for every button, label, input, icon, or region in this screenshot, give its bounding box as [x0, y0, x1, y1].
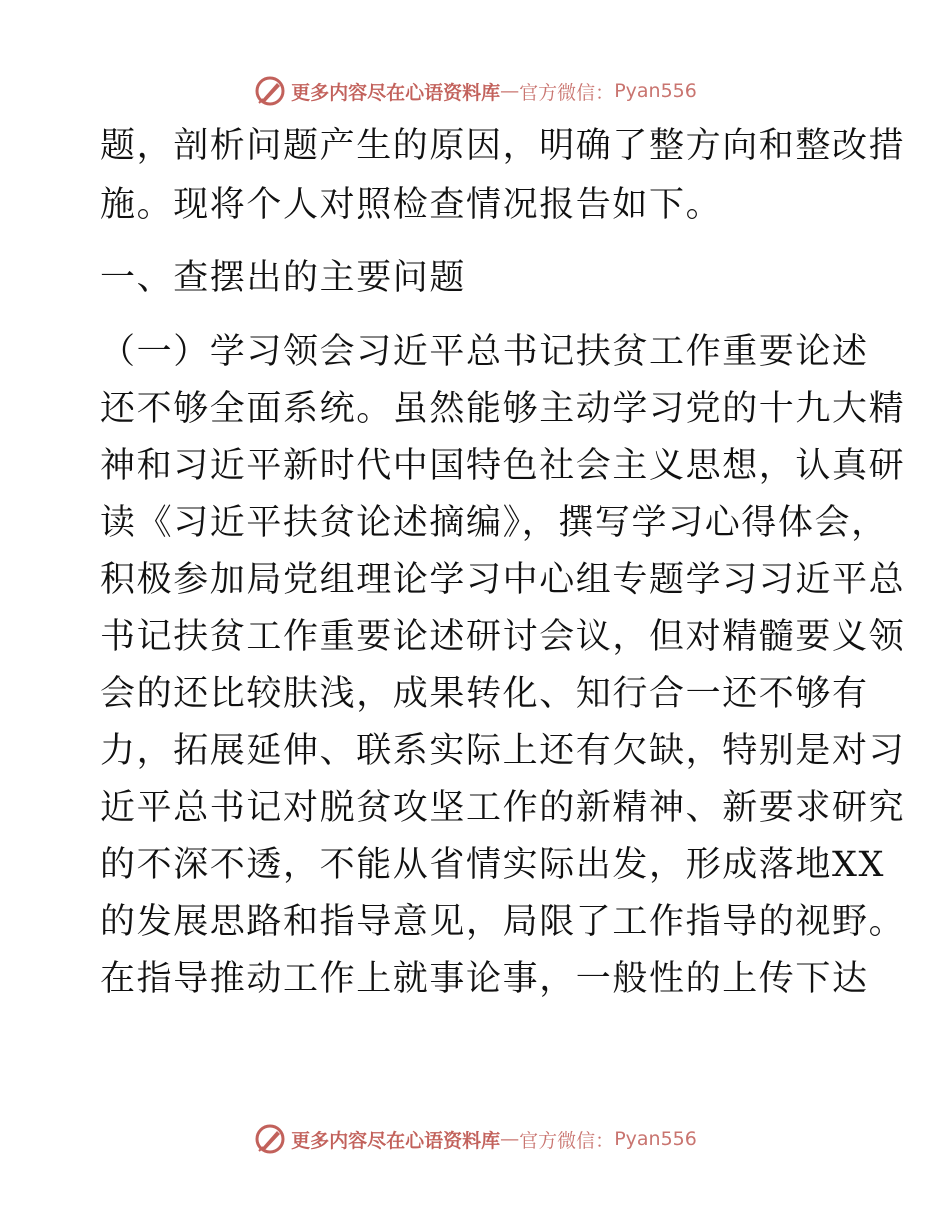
quill-pen-logo-icon — [253, 1122, 287, 1156]
body-line: 题，剖析问题产生的原因，明确了整方向和整改措 — [100, 126, 906, 166]
watermark-id: Pyan556 — [614, 1128, 697, 1150]
watermark-label: 官方微信： — [519, 1129, 615, 1152]
footer-watermark — [0, 1119, 950, 1159]
body-line: 近平总书记对脱贫攻坚工作的新精神、新要求研究 — [100, 788, 906, 828]
quill-pen-logo-icon — [253, 74, 287, 108]
body-line: 的发展思路和指导意见，局限了工作指导的视野。 — [100, 902, 906, 942]
body-line: 的不深不透，不能从省情实际出发，形成落地XX — [100, 845, 886, 885]
body-line: 积极参加局党组理论学习中心组专题学习习近平总 — [100, 560, 906, 600]
body-line: 施。现将个人对照检查情况报告如下。 — [100, 185, 723, 225]
body-line: 在指导推动工作上就事论事，一般性的上传下达 — [100, 959, 869, 999]
body-line: 读《习近平扶贫论述摘编》，撰写学习心得体会， — [100, 503, 888, 543]
watermark-main-text: 更多内容尽在心语资料库 — [291, 81, 501, 104]
watermark-main-text: 更多内容尽在心语资料库 — [291, 1129, 501, 1152]
watermark-id: Pyan556 — [614, 80, 697, 102]
watermark-label: 官方微信： — [519, 81, 615, 104]
body-line: 书记扶贫工作重要论述研讨会议，但对精髓要义领 — [100, 617, 906, 657]
watermark-separator: — — [500, 1128, 520, 1150]
body-line: 神和习近平新时代中国特色社会主义思想，认真研 — [100, 446, 906, 486]
body-line: 还不够全面系统。虽然能够主动学习党的十九大精 — [100, 389, 906, 429]
header-watermark — [0, 71, 950, 111]
watermark-separator: — — [500, 80, 520, 102]
section-heading: 一、查摆出的主要问题 — [100, 258, 467, 298]
body-line: 会的还比较肤浅，成果转化、知行合一还不够有 — [100, 674, 869, 714]
subsection-heading: （一）学习领会习近平总书记扶贫工作重要论述 — [100, 332, 869, 372]
body-line: 力，拓展延伸、联系实际上还有欠缺，特别是对习 — [100, 731, 906, 771]
